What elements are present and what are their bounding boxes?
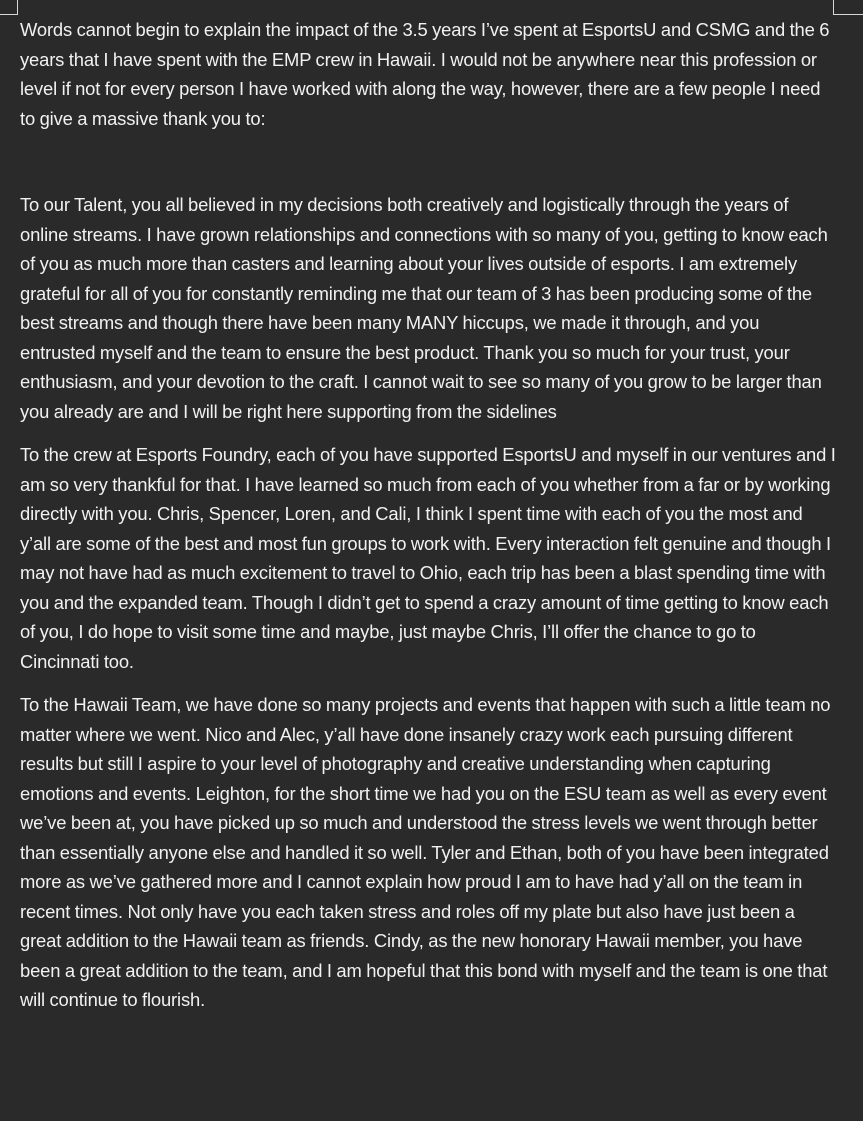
corner-frame-right: [833, 0, 863, 15]
paragraph-intro: Words cannot begin to explain the impact of the 3.5 years I’ve spent at EsportsU and CSMG and the 6 years that I have spent with the EMP crew in Hawaii. I would not be anywhere near this profession or level if not for every person I have worked with along the way, however, there are a few people I need to give a massive thank you to:: [20, 19, 830, 129]
paragraph-esports-foundry: To the crew at Esports Foundry, each of you have supported EsportsU and myself in our ventures and I am so very thankful for that. I have learned so much from each of you whether from a far or by working directly with you. Chris, Spencer, Loren, and Cali, I think I spent time with each of you the most and y’all are some of the best and most fun groups to work with. Every interaction felt genuine and though I may not have had as much excitement to travel to Ohio, each trip has been a blast spending time with you and the expanded team. Though I didn’t get to spend a crazy amount of time getting to know each of you, I do hope to visit some time and maybe, just maybe Chris, I’ll offer the chance to go to Cincinnati too.: [20, 444, 836, 672]
paragraph-talent: To our Talent, you all believed in my decisions both creatively and logistically through the years of online streams. I have grown relationships and connections with so many of you, getting to know each of you as much more than casters and learning about your lives outside of esports. I am extremely grateful for all of you for constantly reminding me that our team of 3 has been producing some of the best streams and though there have been many MANY hiccups, we made it through, and you entrusted myself and the team to ensure the best product. Thank you so much for your trust, your enthusiasm, and your devotion to the craft. I cannot wait to see so many of you grow to be larger than you already are and I will be right here supporting from the sidelines: [20, 194, 828, 422]
paragraph-hawaii-team: To the Hawaii Team, we have done so many projects and events that happen with such a little team no matter where we went. Nico and Alec, y’all have done insanely crazy work each pursuing different results but still I aspire to your level of photography and creative understanding when capturing emotions and events. Leighton, for the short time we had you on the ESU team as well as every event we’ve been at, you have picked up so much and understood the stress levels we went through better than essentially anyone else and handled it so well. Tyler and Ethan, both of you have been integrated more as we’ve gathered more and I cannot explain how proud I am to have had y’all on the team in recent times. Not only have you each taken stress and roles off my plate but also have just been a great addition to the Hawaii team as friends. Cindy, as the new honorary Hawaii member, you have been a great addition to the team, and I am hopeful that this bond with myself and the team is one that will continue to flourish.: [20, 694, 831, 1010]
letter-body: [20, 15, 836, 1015]
corner-frame-left: [0, 0, 18, 15]
